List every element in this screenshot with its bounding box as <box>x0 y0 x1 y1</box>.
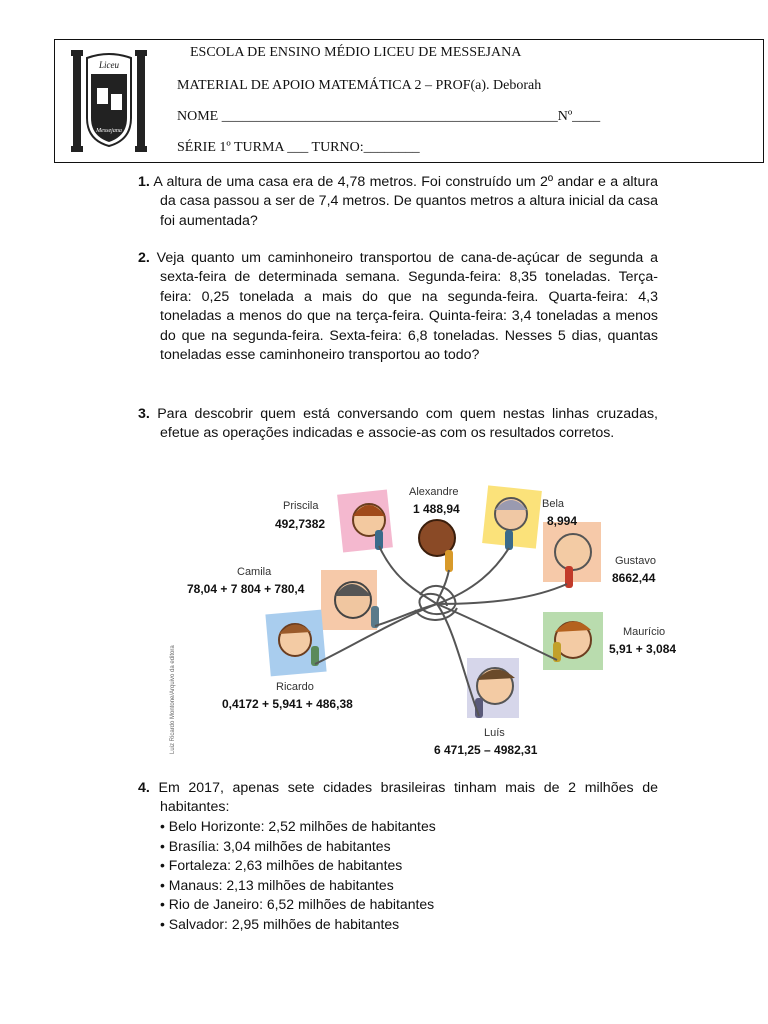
telephone-cords-drawing <box>175 480 695 765</box>
person-name-camila: Camila <box>237 566 272 578</box>
list-item: • Rio de Janeiro: 6,52 milhões de habitantes <box>160 896 435 912</box>
question-number: 2. <box>138 250 150 266</box>
question-text: Em 2017, apenas sete cidades brasileiras tinham mais de 2 milhões de habitantes: <box>158 780 658 816</box>
person-name-priscila: Priscila <box>283 500 319 512</box>
illustration-credit: Luiz Ricardo Montone/Arquivo da editora <box>170 645 176 754</box>
person-name-ricardo: Ricardo <box>276 681 314 693</box>
question-text: Veja quanto um caminhoneiro transportou de cana-de-açúcar de segunda a sexta-feira de determinada semana. Segunda-feira: 8,35 toneladas. Terça-feira: 0,25 tonelada a mais do que na segunda-feira. Quarta-feira: 4,3 toneladas a menos do que na terça-feira. Quinta-feira: 3,4 toneladas a menos do que na segunda-feira. Sexta-feira: 6,8 toneladas. Nesses 5 dias, quantas toneladas esse caminhoneiro transportou ao todo? <box>156 250 658 364</box>
value-ricardo: 0,4172 + 5,941 + 486,38 <box>222 697 353 711</box>
list-item: • Salvador: 2,95 milhões de habitantes <box>160 915 400 932</box>
list-item: • Belo Horizonte: 2,52 milhões de habitantes <box>160 818 436 834</box>
person-name-mauricio: Maurício <box>623 626 666 638</box>
name-field-line[interactable]: NOME ________________________________________________Nº____ <box>177 109 601 124</box>
value-mauricio: 5,91 + 3,084 <box>609 642 677 656</box>
list-item: • Fortaleza: 2,63 milhões de habitantes <box>160 857 403 873</box>
list-item: • Manaus: 2,13 milhões de habitantes <box>160 876 394 893</box>
person-name-gustavo: Gustavo <box>615 555 656 567</box>
header-box <box>54 39 764 163</box>
svg-text:Liceu: Liceu <box>99 60 119 70</box>
question-number: 3. <box>138 406 150 422</box>
value-camila: 78,04 + 7 804 + 780,4 <box>187 582 305 596</box>
value-gustavo: 8662,44 <box>612 571 656 585</box>
person-name-luis: Luís <box>484 727 505 739</box>
question-1 <box>138 173 658 231</box>
value-priscila: 492,7382 <box>275 517 326 531</box>
question-2 <box>138 249 658 365</box>
question-number: 1. <box>138 174 150 190</box>
crossed-lines-illustration <box>175 480 695 765</box>
question-text: A altura de uma casa era de 4,78 metros. Foi construído um 2º andar e a altura da casa passou a ser de 7,4 metros. De quantos metros a altura inicial da casa foi aumentada? <box>153 174 658 229</box>
school-crest-logo <box>71 48 147 154</box>
list-item: • Brasília: 3,04 milhões de habitantes <box>160 837 391 854</box>
person-name-bela: Bela <box>542 498 565 510</box>
value-bela: 8,994 <box>547 514 578 528</box>
person-name-alexandre: Alexandre <box>409 486 459 498</box>
city-list <box>160 817 436 934</box>
question-4 <box>138 779 658 818</box>
question-number: 4. <box>138 780 150 796</box>
serie-turma-turno-line[interactable]: SÉRIE 1º TURMA ___ TURNO:________ <box>177 140 420 155</box>
svg-text:Messejana: Messejana <box>96 128 122 134</box>
question-3 <box>138 405 658 444</box>
school-name: ESCOLA DE ENSINO MÉDIO LICEU DE MESSEJANA <box>190 45 522 60</box>
value-luis: 6 471,25 – 4982,31 <box>434 743 538 757</box>
value-alexandre: 1 488,94 <box>413 502 460 516</box>
question-text: Para descobrir quem está conversando com quem nestas linhas cruzadas, efetue as operações indicadas e associe-as com os resultados corretos. <box>157 406 658 442</box>
material-title: MATERIAL DE APOIO MATEMÁTICA 2 – PROF(a). Deborah <box>177 78 542 93</box>
